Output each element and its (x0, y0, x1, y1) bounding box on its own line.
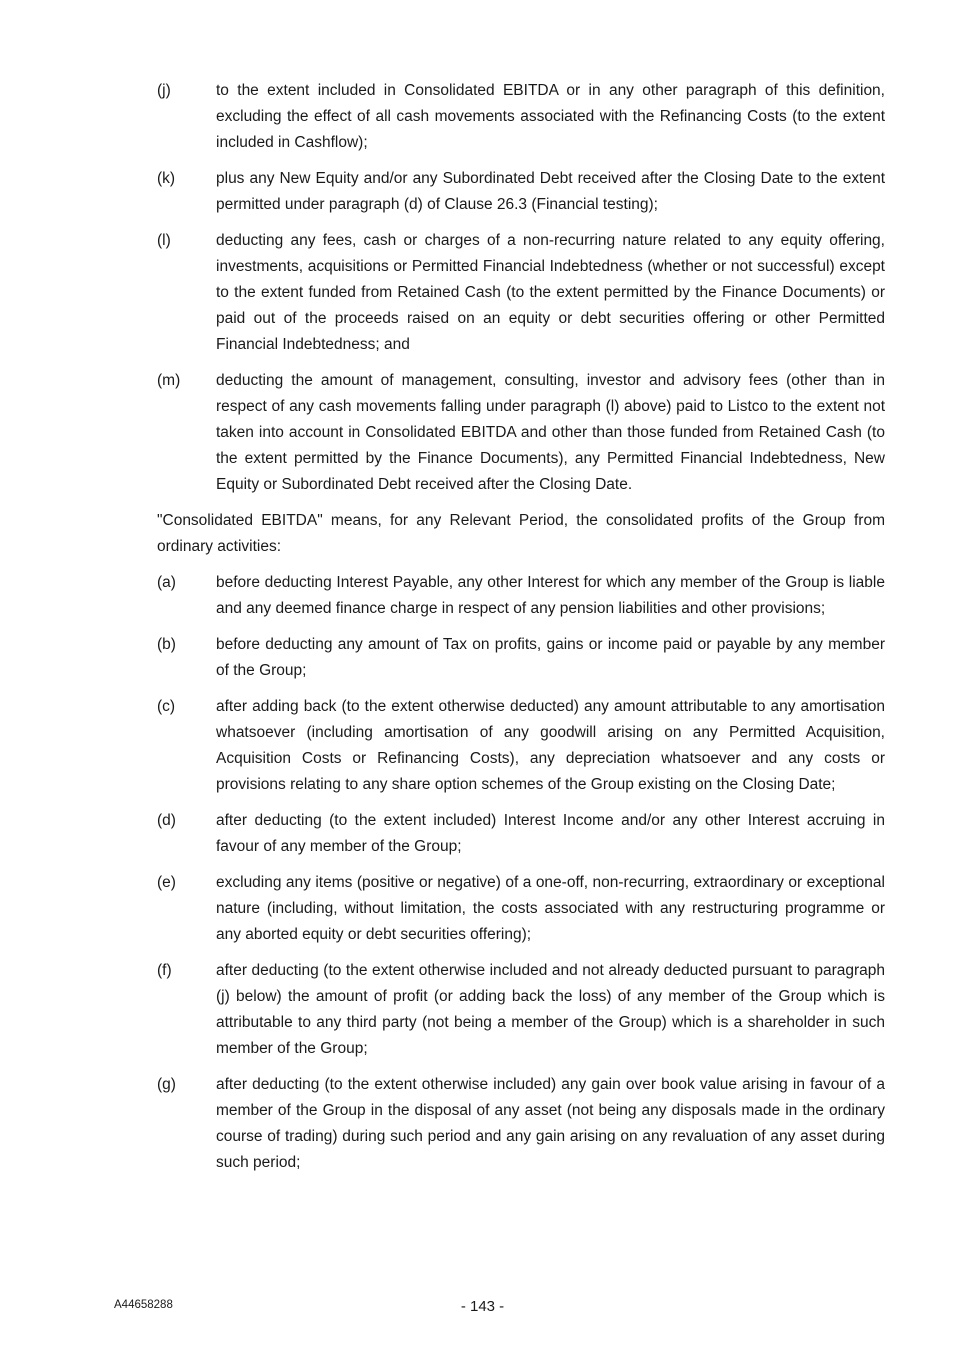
item-label: (d) (157, 812, 176, 829)
item-text: plus any New Equity and/or any Subordinated Debt received after the Closing Date to the extent permitted under paragraph (d) of Clause 26.3 (Financial testing); (216, 170, 885, 213)
item-label: (g) (157, 1076, 176, 1093)
item-label: (a) (157, 574, 176, 591)
list-item (157, 870, 885, 948)
item-label: (m) (157, 372, 181, 389)
item-text: to the extent included in Consolidated EBITDA or in any other paragraph of this definition, excluding the effect of all cash movements associated with the Refinancing Costs (to the extent included in Cashflow); (216, 82, 885, 151)
item-text: after deducting (to the extent otherwise included and not already deducted pursuant to paragraph (j) below) the amount of profit (or adding back the loss) of any member of the Group which is attributable to any third party (not being a member of the Group) which is a shareholder in such member of the Group; (216, 962, 885, 1057)
item-text: before deducting Interest Payable, any other Interest for which any member of the Group is liable and any deemed finance charge in respect of any pension liabilities and other provisions; (216, 574, 885, 617)
item-label: (l) (157, 232, 171, 249)
list-item (157, 632, 885, 684)
item-text: after deducting (to the extent included) Interest Income and/or any other Interest accruing in favour of any member of the Group; (216, 812, 885, 855)
item-text: after adding back (to the extent otherwise deducted) any amount attributable to any amortisation whatsoever (including amortisation of any goodwill arising on any Permitted Acquisition, Acquisition Costs or Refinancing Costs), any depreciation whatsoever and any costs or provisions relating to any share option schemes of the Group existing on the Closing Date; (216, 698, 885, 793)
item-text: after deducting (to the extent otherwise included) any gain over book value arising in favour of a member of the Group in the disposal of any asset (not being any disposals made in the ordinary course of trading) during such period and any gain arising on any revaluation of any asset during such period; (216, 1076, 885, 1171)
item-label: (f) (157, 962, 172, 979)
list-item (157, 78, 885, 156)
item-label: (k) (157, 170, 176, 187)
item-label: (b) (157, 636, 176, 653)
list-item (157, 166, 885, 218)
list-item (157, 694, 885, 798)
item-label: (j) (157, 82, 171, 99)
list-item (157, 228, 885, 358)
document-body (157, 78, 885, 1186)
list-item (157, 958, 885, 1062)
document-reference: A44658288 (114, 1299, 173, 1311)
item-text: excluding any items (positive or negative) of a one-off, non-recurring, extraordinary or exceptional nature (including, without limitation, the costs associated with any restructuring programme or any aborted equity or debt securities offering); (216, 874, 885, 943)
list-item (157, 570, 885, 622)
item-label: (c) (157, 698, 176, 715)
item-text: deducting any fees, cash or charges of a non-recurring nature related to any equity offering, investments, acquisitions or Permitted Financial Indebtedness (whether or not successful) except to the extent funded from Retained Cash (to the extent permitted by the Finance Documents) or paid out of the proceeds raised on an equity or debt securities offering or other Permitted Financial Indebtedness; and (216, 232, 885, 353)
item-label: (e) (157, 874, 176, 891)
list-item (157, 808, 885, 860)
item-text: before deducting any amount of Tax on profits, gains or income paid or payable by any member of the Group; (216, 636, 885, 679)
list-item (157, 368, 885, 498)
page-number: - 143 - (460, 1298, 505, 1315)
list-item (157, 1072, 885, 1176)
item-text: deducting the amount of management, consulting, investor and advisory fees (other than in respect of any cash movements falling under paragraph (l) above) paid to Listco to the extent not taken into account in Consolidated EBITDA and other than those funded from Retained Cash (to the extent permitted by the Finance Documents), any Permitted Financial Indebtedness, New Equity or Subordinated Debt received after the Closing Date. (216, 372, 885, 493)
definition-paragraph: "Consolidated EBITDA" means, for any Relevant Period, the consolidated profits of the Group from ordinary activities: (157, 512, 885, 555)
